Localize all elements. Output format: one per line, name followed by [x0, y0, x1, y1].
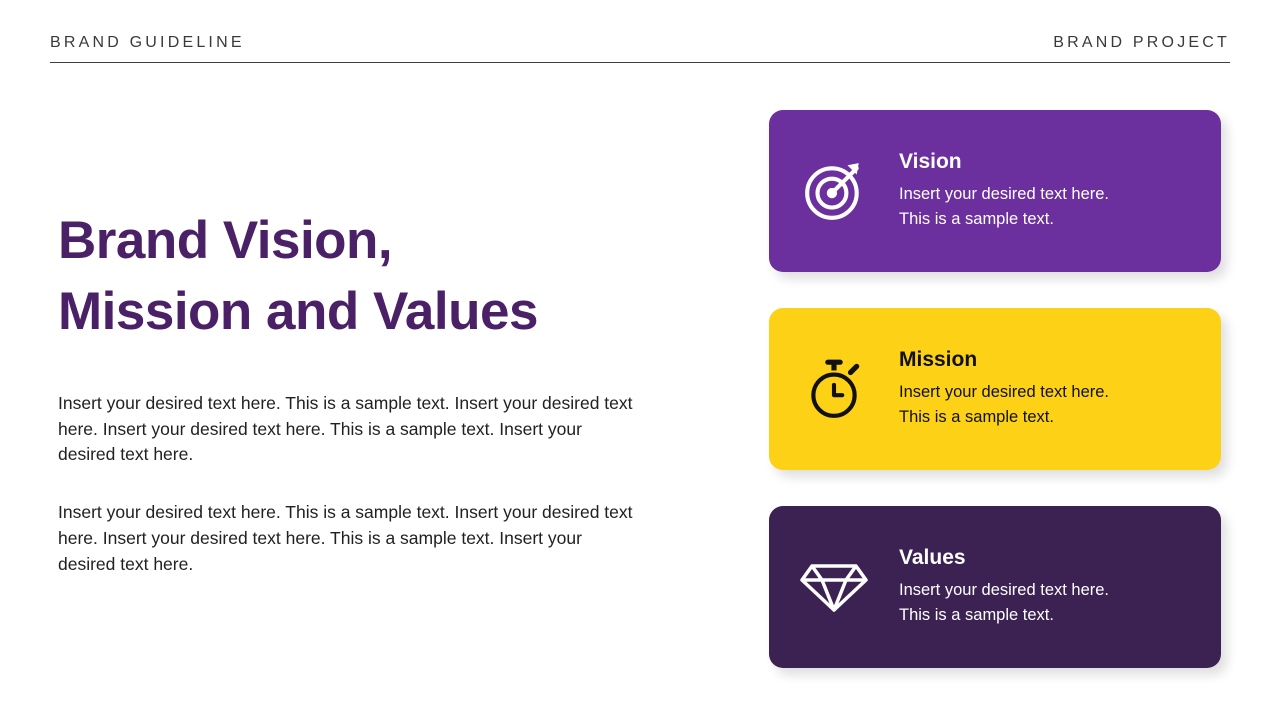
card-mission[interactable] [769, 308, 1221, 470]
card-mission-text [899, 348, 1162, 430]
card-values-description: Insert your desired text here. This is a sample text. [899, 581, 1110, 625]
stopwatch-icon [769, 356, 899, 422]
target-arrow-icon [769, 158, 899, 224]
page-title-line-1: Brand Vision, [58, 211, 393, 270]
card-vision-description: Insert your desired text here. This is a sample text. [899, 185, 1110, 229]
card-vision-title: Vision [899, 150, 962, 174]
body-paragraph-2: Insert your desired text here. This is a sample text. Insert your desired text here. Insert your desired text here. This is a sample text. Insert your desired text here. [58, 502, 633, 574]
card-values-text [899, 546, 1162, 628]
card-mission-title: Mission [899, 348, 978, 372]
left-content-column [58, 205, 678, 577]
header-left-label: BRAND GUIDELINE [50, 34, 245, 51]
card-values[interactable] [769, 506, 1221, 668]
body-paragraph-1: Insert your desired text here. This is a sample text. Insert your desired text here. Insert your desired text here. This is a sample text. Insert your desired text here. [58, 393, 633, 465]
card-vision-text [899, 150, 1162, 232]
page-title-line-2: Mission and Values [58, 282, 538, 342]
slide-header [50, 34, 1230, 63]
cards-column [769, 110, 1221, 668]
page-title [58, 205, 678, 347]
card-vision[interactable] [769, 110, 1221, 272]
diamond-icon [769, 556, 899, 618]
card-mission-description: Insert your desired text here. This is a sample text. [899, 383, 1110, 427]
header-right-label: BRAND PROJECT [1053, 34, 1230, 51]
card-values-title: Values [899, 546, 966, 570]
